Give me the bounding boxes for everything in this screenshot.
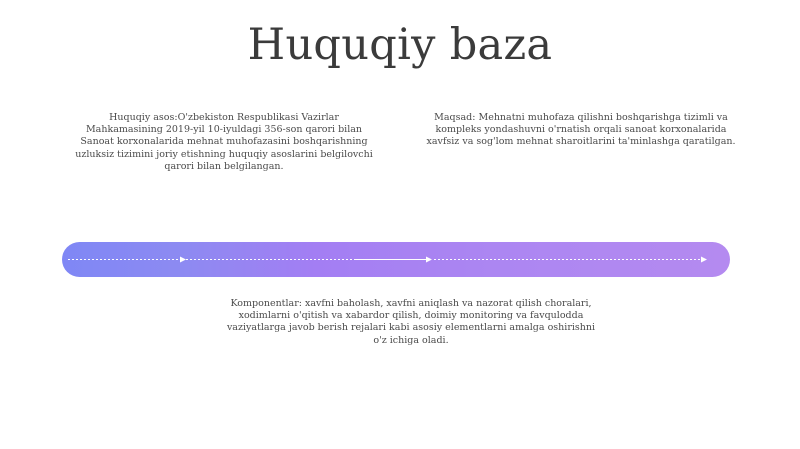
goal-text: Maqsad: Mehnatni muhofaza qilishni boshqarishga tizimli va kompleks yondashuvni o'rnatish orqali sanoat korxonalarida xavfsiz va sog'lom mehnat sharoitlarini ta'minlashga qaratilgan.: [426, 112, 736, 148]
timeline-arrows: [62, 242, 730, 277]
timeline-arrowhead-3: [701, 257, 707, 263]
legal-basis-text: Huquqiy asos:O'zbekiston Respublikasi Vazirlar Mahkamasining 2019-yil 10-iyuldagi 356-son qarori bilan Sanoat korxonalarida mehnat muhofazasini boshqarishning uzluksiz tizimini joriy etishning huquqiy asoslarini belgilovchi qarori bilan belgilangan.: [75, 112, 373, 172]
timeline-arrowhead-2: [426, 257, 432, 263]
components-text: Komponentlar: xavfni baholash, xavfni aniqlash va nazorat qilish choralari, xodimlarni o'qitish va xabardor qilish, doimiy monitoring va favqulodda vaziyatlarga javob berish rejalari kabi asosiy elementlarni amalga oshirishni o'z ichiga oladi.: [226, 298, 596, 346]
timeline-arrowhead-1: [180, 257, 186, 263]
timeline-bar: [62, 242, 730, 277]
slide-title: Huquqiy baza: [247, 20, 553, 70]
